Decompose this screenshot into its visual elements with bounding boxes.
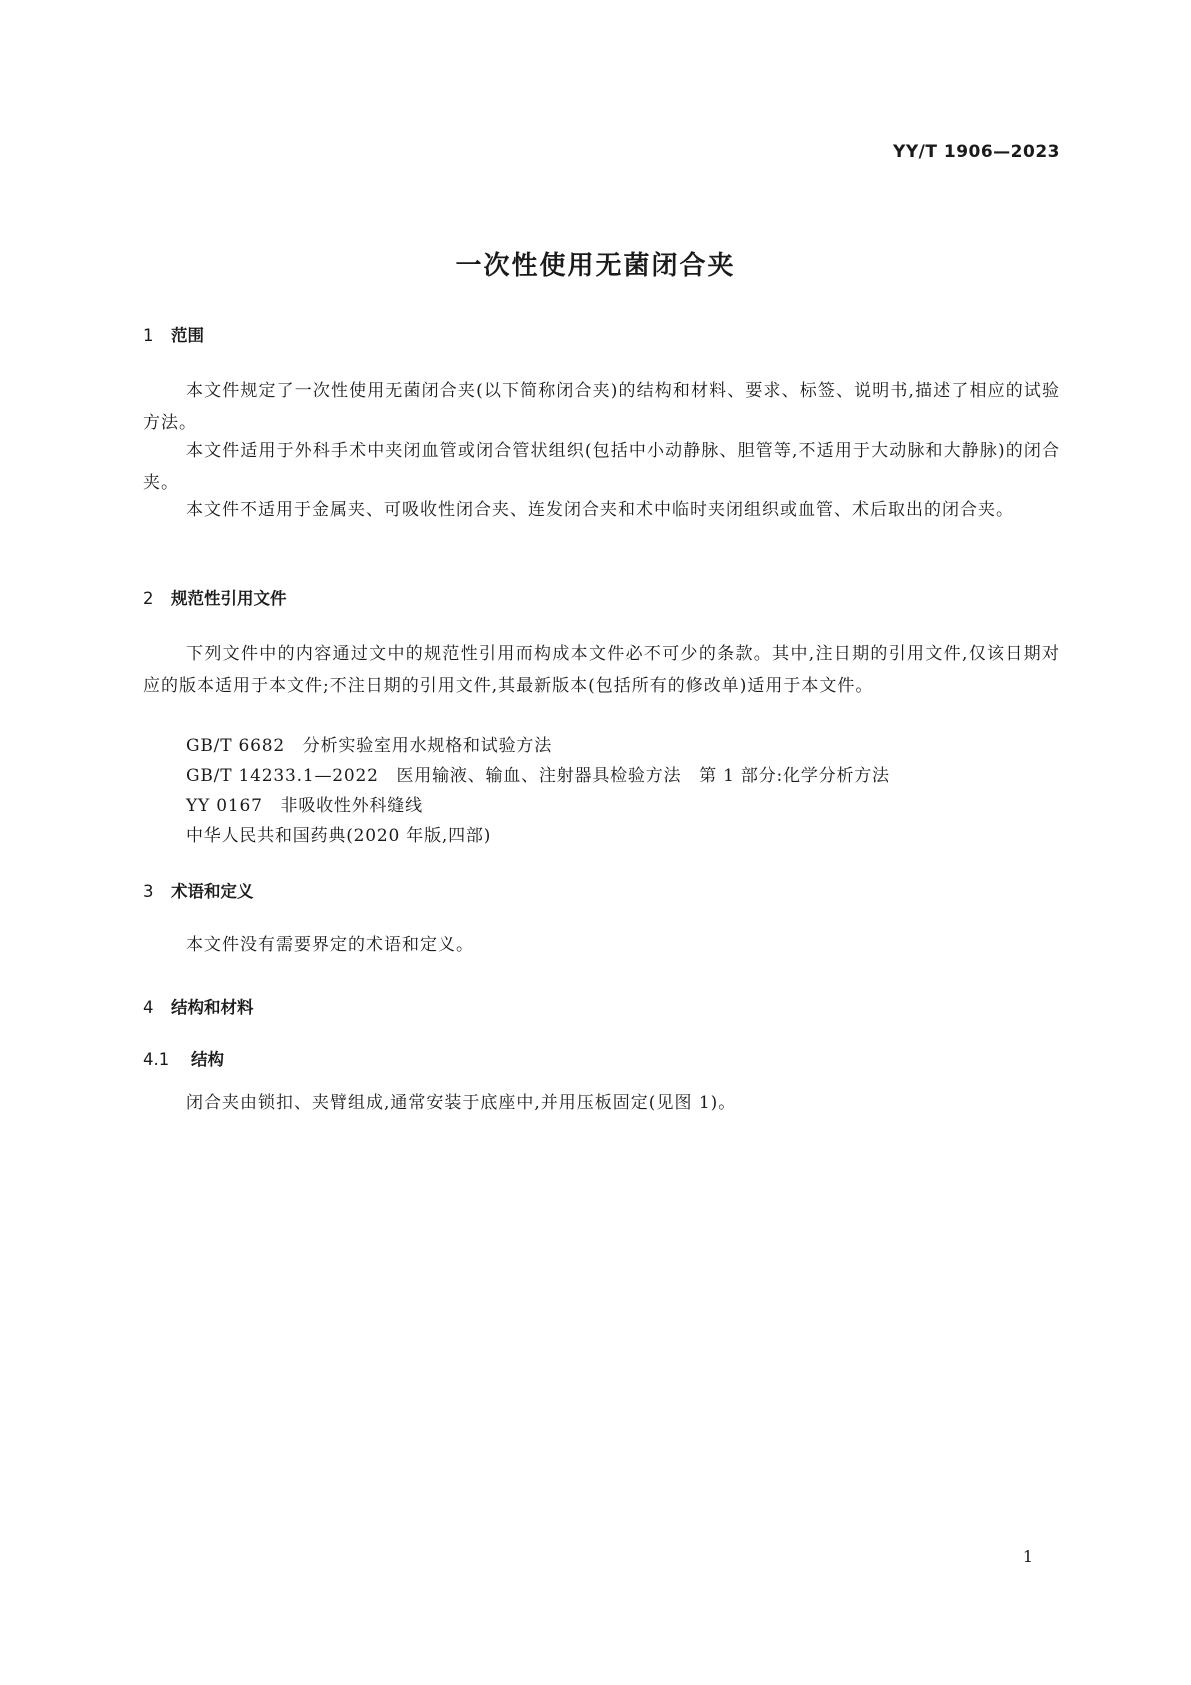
section-title: 范围 — [171, 326, 204, 345]
section-title: 结构和材料 — [171, 998, 254, 1017]
subsection-title: 结构 — [191, 1050, 224, 1069]
reference-item: YY 0167 非吸收性外科缝线 — [186, 796, 423, 816]
section-number: 3 — [143, 882, 154, 901]
subsection-number: 4.1 — [143, 1050, 170, 1069]
section-title: 术语和定义 — [171, 882, 254, 901]
section-heading-terms — [143, 878, 254, 902]
section-heading-structure-materials — [143, 994, 254, 1018]
section-number: 2 — [143, 589, 154, 608]
document-title: 一次性使用无菌闭合夹 — [455, 251, 736, 281]
reference-item: GB/T 6682 分析实验室用水规格和试验方法 — [186, 736, 553, 756]
terms-paragraph: 本文件没有需要界定的术语和定义。 — [186, 935, 474, 955]
section-number: 4 — [143, 998, 154, 1017]
scope-paragraph-1: 本文件规定了一次性使用无菌闭合夹(以下简称闭合夹)的结构和材料、要求、标签、说明书,描述了相应的试验方法。 — [143, 381, 1060, 433]
references-intro-paragraph: 下列文件中的内容通过文中的规范性引用而构成本文件必不可少的条款。其中,注日期的引用文件,仅该日期对应的版本适用于本文件;不注日期的引用文件,其最新版本(包括所有的修改单)适用于本文件。 — [143, 644, 1060, 696]
reference-item: GB/T 14233.1—2022 医用输液、输血、注射器具检验方法 第 1 部分:化学分析方法 — [186, 766, 890, 786]
scope-paragraph-3: 本文件不适用于金属夹、可吸收性闭合夹、连发闭合夹和术中临时夹闭组织或血管、术后取出的闭合夹。 — [186, 500, 1014, 520]
structure-paragraph: 闭合夹由锁扣、夹臂组成,通常安装于底座中,并用压板固定(见图 1)。 — [186, 1093, 737, 1113]
standard-number: YY/T 1906—2023 — [893, 142, 1060, 162]
section-heading-scope — [143, 322, 204, 346]
section-heading-normative-references — [143, 585, 287, 609]
reference-item: 中华人民共和国药典(2020 年版,四部) — [186, 826, 492, 846]
page-number: 1 — [1022, 1547, 1033, 1566]
subsection-heading-structure — [143, 1046, 224, 1070]
scope-paragraph-2: 本文件适用于外科手术中夹闭血管或闭合管状组织(包括中小动静脉、胆管等,不适用于大动脉和大静脉)的闭合夹。 — [143, 441, 1060, 493]
section-title: 规范性引用文件 — [171, 589, 287, 608]
section-number: 1 — [143, 326, 154, 345]
